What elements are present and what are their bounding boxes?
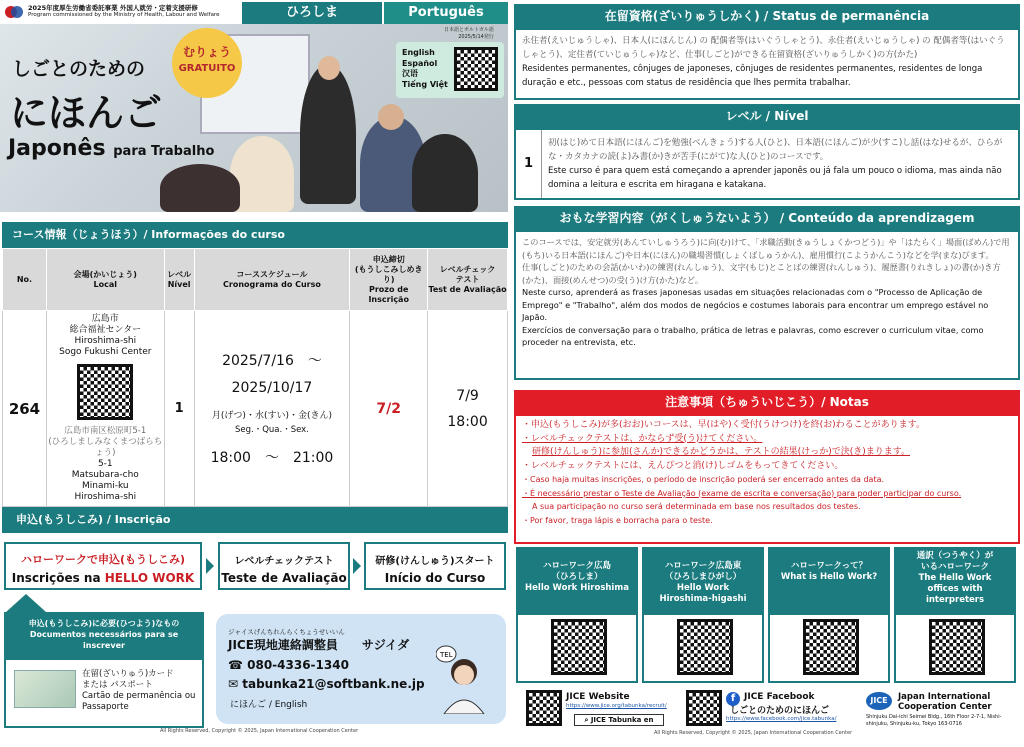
publish-date: 日本語とポルトガル語 2025/5/14発行 [444,27,494,40]
ministry-logo-icon [4,3,24,21]
program-line1: 2025年度厚生労働省委託事業 外国人就労・定着支援研修 [28,4,198,12]
course-venue: 広島市 総合福祉センター Hiroshima-shi Sogo Fukushi Center 広島市南区松原町5-1 (ひろしましみなくまつばらちょう) 5-1 Matsubara-cho Minami-ku Hiroshima-shi [46,311,164,507]
hello-work-hiroshima-higashi: ハローワーク広島東 （ひろしまひがし） Hello Work Hiroshima-higashi [642,547,764,683]
content-body: このコースでは、安定就労(あんていしゅうろう)に向(む)けて、「求職活動(きゅうしょくかつどう)」や「はたらく」場面(ばめん)で用(もち)いる日本語(にほんご)や日本(にほん)の職場習慣(しょくばしゅうかん)、雇用慣行(こようかんこう)などを学(まな)びます。 仕事(しごと)のための会話(かいわ)の練習(れんしゅう)、文字(もじ)とことばの練習(れんしゅう)、履歴書(りれきしょ)の書(か)き方(かた)、面接(めんせつ)の受(う)け方(かた)など。 Neste curso, aprenderá as frases japonesas usadas em situações relacionadas com o "Processo de Aplicação de Emprego" e "Trabalho", além dos modos de negócios e costumes laborais para encontrar um emprego estável no Japão. Exercícios de conversação para o trabalho, prática de letras e palavras, como escrever o curriculum vitae, como proceder na entrevista, etc. [514,230,1020,380]
col-no: No. [3,249,47,311]
hello-work-hiroshima: ハローワーク広島 （ひろしま） Hello Work Hiroshima [516,547,638,683]
what-is-hello-work: ハローワークって？ What is Hello Work? [768,547,890,683]
jice-facebook-qr-code[interactable] [686,690,722,726]
facebook-icon: f [726,692,740,706]
arrow-up-icon [6,594,46,612]
program-line2: Program commissioned by the Ministry of Health, Labour and Welfare [28,12,220,18]
status-header: 在留資格(ざいりゅうしかく) / Status de permanência [514,4,1020,28]
status-body: 永住者(えいじゅうしゃ)、日本人(にほんじん) の 配偶者等(はいぐうしゃとう)、永住者(えいじゅうしゃ) の 配偶者等(はいぐうしゃとう)、定住者(ていじゅうしゃ)など、仕事(しごと)ができる在留資格(ざいりゅうしかく)の方(かた) Residentes permanentes, cônjuges de japoneses, cônjuges de residentes permanentes, residentes de longa duração e etc., pessoas com status de residência que lhes permita trabalhar. [514,28,1020,100]
residence-card-image [14,670,76,708]
what-is-hello-work-qr-code[interactable] [803,619,859,675]
course-number: 264 [3,311,47,507]
title-portuguese: Japonês para Trabalho [8,136,215,161]
contact-box: ジャイスげんちれんらくちょうせいいん JICE現地連絡調整員 サジイダ ☎ 080-4336-1340 ✉ tabunka21@softbank.ne.jp にほんご / English TEL [216,614,506,724]
hello-work-interpreters-qr-code[interactable] [929,619,985,675]
free-badge: むりょう GRATUITO [172,28,242,98]
arrow-right-icon [353,558,361,574]
arrow-right-icon [206,558,214,574]
title-big: にほんご [10,91,163,135]
website-link[interactable]: https://www.jice.org/tabunka/recruit/ [566,703,667,709]
step-level-test: レベルチェックテスト Teste de Avaliação [218,542,350,590]
hello-work-higashi-qr-code[interactable] [677,619,733,675]
title-small: しごとのための [12,58,146,80]
city-badge: ひろしま [242,2,382,24]
facebook-link[interactable]: https://www.facebook.com/jice.tabunka/ [726,716,837,722]
jice-website-qr-code[interactable] [526,690,562,726]
other-languages-box: English Español 汉语 Tiếng Việt [396,42,504,98]
language-badge: Português [384,2,508,24]
table-row [3,311,508,507]
required-documents: 申込(もうしこみ)に必要(ひつよう)なもの Documentos necessários para se inscrever 在留(ざいりゅう)カード または パスポート Cartão de permanência ou Passaporte [4,612,204,728]
search-box[interactable]: ⌕ JICE Tabunka en [574,714,664,726]
col-venue: 会場(かいじょう) Local [46,249,164,311]
hello-work-interpreters: 通訳（つうやく）が いるハローワーク The Hello Work offices with interpreters [894,547,1016,683]
course-info-header: コース情報（じょうほう）/ Informações do curso [2,222,508,248]
notes-header: 注意事項（ちゅういじこう）/ Notas [514,390,1020,414]
hello-work-hiroshima-qr-code[interactable] [551,619,607,675]
col-schedule: コーススケジュール Cronograma do Curso [194,249,350,311]
course-deadline: 7/2 [350,311,428,507]
step-hello-work: ハローワークで申込(もうしこみ) Inscrições na HELLO WORK [4,542,202,590]
operator-avatar-icon [436,642,492,714]
svg-text:TEL: TEL [440,651,453,659]
notes-body: ・申込(もうしこみ)が多(おお)いコースは、早(はや)く受付(うけつけ)を終(お)わることがあります。 ・レベルチェックテストは、かならず受(う)けてください。 研修(けんしゅう)に参加(さんか)できるかどうかは、テストの結果(けっか)で決(き)まります。 ・レベルチェックテストには、えんぴつと消(け)しゴムをもってきてください。 ・Caso haja muitas inscrições, o período de inscrição poderá ser encerrado antes da data. ・É necessário prestar o Teste de Avaliação (exame de escrita e conversação) para poder participar do curso. A sua participação no curso será determinada em base nos resultados dos testes. ・Por favor, traga lápis e borracha para o teste. [514,414,1020,544]
phone-number[interactable]: ☎ 080-4336-1340 [228,658,349,672]
program-header [0,0,240,24]
col-deadline: 申込締切 (もうしこみしめきり) Prozo de Inscrição [350,249,428,311]
col-level: レベル Nível [164,249,194,311]
level-header: レベル / Nível [514,104,1020,128]
col-test: レベルチェック テスト Test de Avaliação [428,249,508,311]
email-address[interactable]: ✉ tabunka21@softbank.ne.jp [228,677,425,691]
footer: JICE Website https://www.jice.org/tabunka/recruit/ ⌕ JICE Tabunka en f JICE Facebook しごとのためのにほんご https://www.facebook.com/jice.tabunka/ JICE Japan International Cooperation Center Shinjuku Dai-ichi Seimei Bldg., 16th Floor 2-7-1, Nishi-shinjuku, Shinjuku-ku, Tokyo 163-0716 All Rights Reserved, Copyright © 2025, Japan International Cooperation Center [514,686,1022,746]
content-header: おもな学習内容（がくしゅうないよう） / Conteúdo da aprendizagem [514,206,1020,230]
contact-name: JICE現地連絡調整員 サジイダ [228,638,410,652]
level-body: 1 初(はじ)めて日本語(にほんご)を勉強(べんきょう)する人(ひと)、日本語(にほんご)が少(すこ)し話(はな)せるが、ひらがな・カタカナの読(よ)み書(か)きが苦手(にがて)な人(ひと)のコースです。 Este curso é para quem está começando a aprender japonês ou já fala um pouco o idioma, mas ainda não domina a leitura e escrita em hiragana e katakana. [514,128,1020,200]
inscription-header: 申込(もうしこみ) / Inscrição [2,507,508,533]
course-test: 7/9 18:00 [428,311,508,507]
venue-map-qr-code[interactable] [77,364,133,420]
course-schedule: 2025/7/16 ～ 2025/10/17 月(げつ)・水(すい)・金(きん) Seg.・Qua.・Sex. 18:00 ～ 21:00 [194,311,350,507]
course-level: 1 [164,311,194,507]
table-header-row [3,249,508,311]
jice-logo-icon: JICE [866,692,892,710]
course-table [2,248,508,507]
languages-qr-code[interactable] [454,47,498,91]
step-course-start: 研修(けんしゅう)スタート Início do Curso [364,542,506,590]
